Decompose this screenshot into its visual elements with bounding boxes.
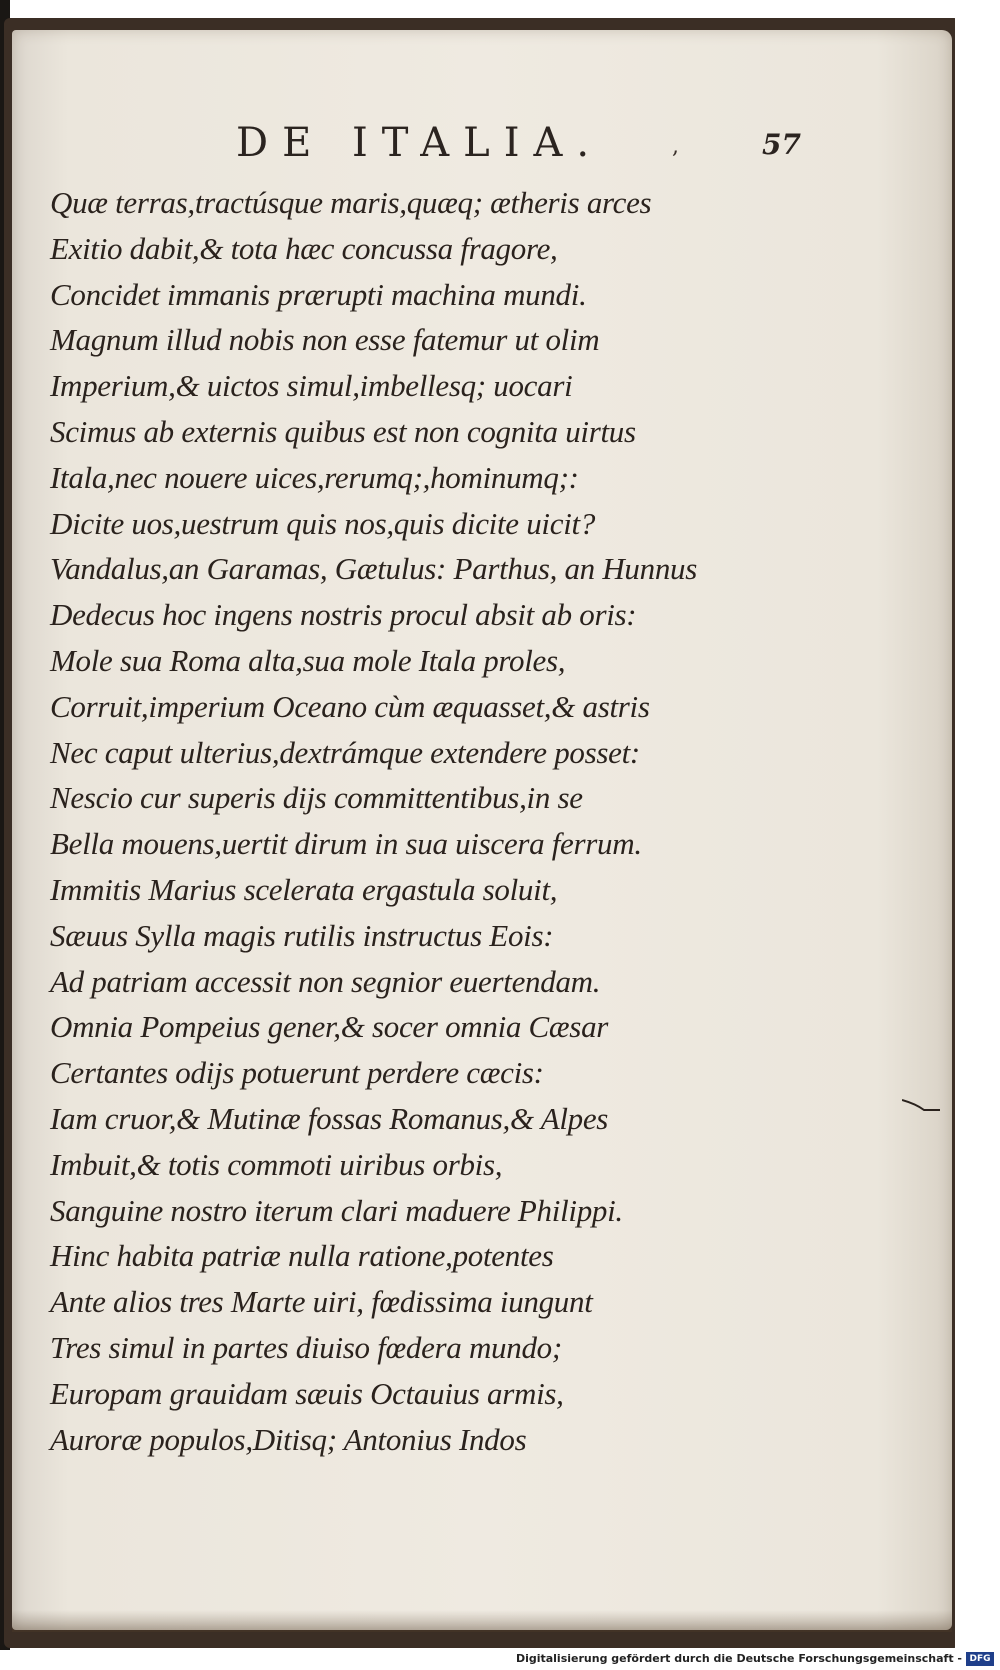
- verse-line: Dedecus hoc ingens nostris procul absit ab oris:: [50, 597, 637, 633]
- verse-line: Hinc habita patriæ nulla ratione,potentes: [50, 1238, 554, 1274]
- verse-line: Itala,nec nouere uices,rerumq;,hominumq;:: [50, 459, 579, 495]
- scan-edge-right: [955, 0, 1000, 1650]
- verse-line: Sanguine nostro iterum clari maduere Philippi.: [50, 1192, 623, 1228]
- header-mark: ,: [672, 134, 679, 159]
- verse-line: Magnum illud nobis non esse fatemur ut olim: [50, 322, 600, 358]
- verse-line: Mole sua Roma alta,sua mole Itala proles,: [50, 642, 566, 678]
- verse-line: Europam grauidam sæuis Octauius armis,: [50, 1375, 564, 1411]
- verse-line: Vandalus,an Garamas, Gætulus: Parthus, an Hunnus: [50, 551, 697, 587]
- verse-line: Omnia Pompeius gener,& socer omnia Cæsar: [50, 1009, 609, 1045]
- verse-line: Concidet immanis prærupti machina mundi.: [50, 276, 587, 312]
- verse-line: Tres simul in partes diuiso fœdera mundo;: [50, 1329, 562, 1365]
- verse-line: Bella mouens,uertit dirum in sua uiscera ferrum.: [50, 826, 642, 862]
- margin-pen-mark: [902, 1098, 940, 1116]
- verse-line: Nescio cur superis dijs committentibus,in se: [50, 780, 583, 816]
- verse-line: Auroræ populos,Ditisq; Antonius Indos: [50, 1421, 527, 1457]
- verse-line: Quæ terras,tractúsque maris,quæq; ætheris arces: [50, 185, 652, 220]
- page-header: [40, 120, 840, 180]
- digitization-footer: [0, 1650, 1000, 1670]
- verse-line: Immitis Marius scelerata ergastula soluit,: [50, 871, 558, 907]
- verse-line: Certantes odijs potuerunt perdere cæcis:: [50, 1055, 544, 1091]
- funding-credit: Digitalisierung gefördert durch die Deutsche Forschungsgemeinschaft -: [515, 1652, 962, 1665]
- verse-line: Nec caput ulterius,dextrámque extendere posset:: [50, 734, 640, 770]
- running-head: DE ITALIA.: [236, 120, 604, 166]
- verse-line: Imbuit,& totis commoti uiribus orbis,: [50, 1146, 503, 1182]
- verse-line: Dicite uos,uestrum quis nos,quis dicite uicit?: [50, 505, 596, 541]
- page-number: 57: [762, 128, 801, 161]
- verse-line: Corruit,imperium Oceano cùm æquasset,& astris: [50, 688, 650, 724]
- verse-line: Exitio dabit,& tota hæc concussa fragore,: [50, 230, 558, 266]
- verse-line: Ante alios tres Marte uiri, fœdissima iungunt: [50, 1284, 593, 1320]
- verse-line: Imperium,& uictos simul,imbellesq; uocari: [50, 368, 573, 404]
- verse-line: Sæuus Sylla magis rutilis instructus Eois:: [50, 917, 554, 953]
- verse-line: Iam cruor,& Mutinæ fossas Romanus,& Alpes: [50, 1100, 609, 1136]
- page-shadow: [12, 1610, 952, 1632]
- verse-text: [50, 180, 770, 1462]
- verse-line: Ad patriam accessit non segnior euertendam.: [50, 963, 601, 999]
- verse-line: Scimus ab externis quibus est non cognita uirtus: [50, 413, 636, 449]
- dfg-logo: DFG: [966, 1652, 994, 1666]
